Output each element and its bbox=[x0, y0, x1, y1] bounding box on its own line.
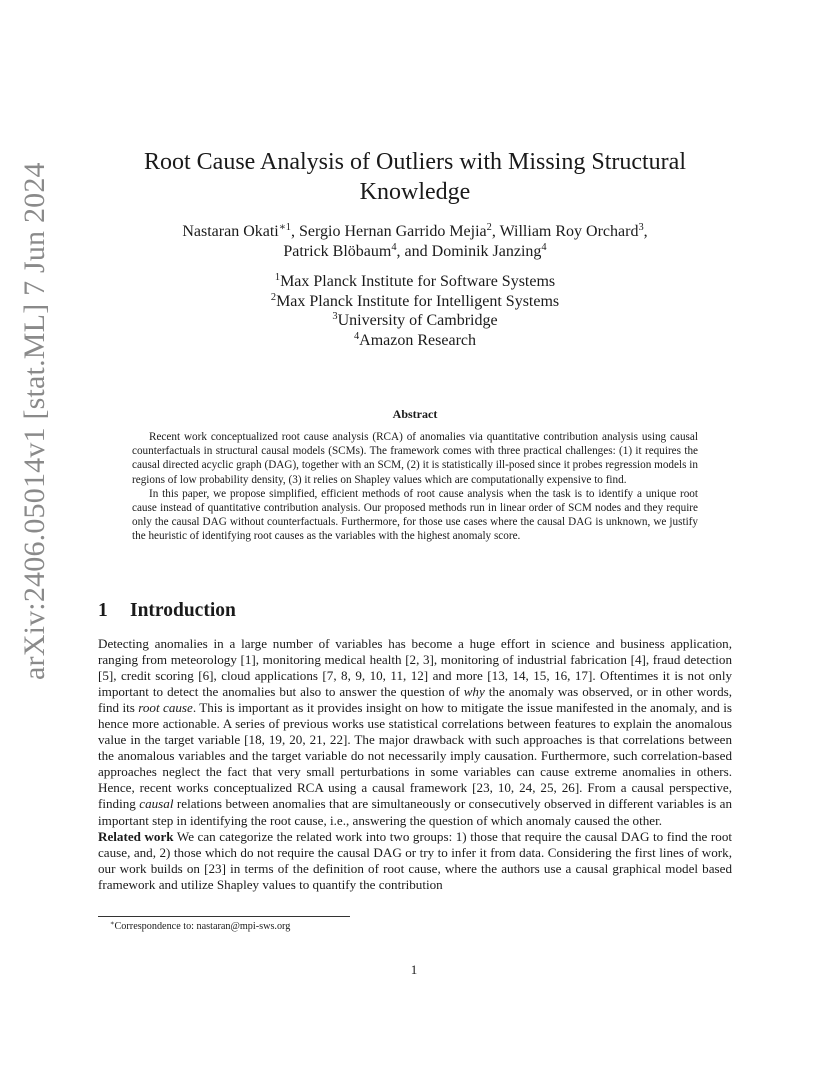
author-affiliation-mark: 2 bbox=[486, 221, 492, 233]
author-affiliation-mark: ∗1 bbox=[278, 221, 291, 233]
footnote bbox=[110, 921, 290, 932]
section-heading bbox=[98, 600, 236, 622]
emphasis-text: causal bbox=[139, 796, 174, 812]
intro-text: We can categorize the related work into two groups: 1) those that require the causal DAG to find the root cause, and, 2) those which do not require the causal DAG or try to infer it from data. Considering the first lines of work, our work builds on [23] in terms of the definition of root cause, where the authors use a causal graphical model based framework and utilize Shapley values to quantify the contribution bbox=[98, 828, 732, 892]
intro-text: relations between anomalies that are simultaneously or consecutively observed in different variables is an important step in identifying the root cause, i.e., answering the question of which anomaly caused the other. bbox=[98, 796, 732, 828]
affiliation-name: Amazon Research bbox=[359, 331, 477, 349]
abstract-paragraph: Recent work conceptualized root cause analysis (RCA) of anomalies via quantitative contribution analysis using causal counterfactuals in structural causal models (SCMs). The framework comes with three practical challenges: (1) it requires the causal directed acyclic graph (DAG), together with an SCM, (2) it is statistically ill-posed since it probes regression models in regions of low probability density, (3) it relies on Shapley values which are computationally expensive to find. bbox=[132, 431, 698, 486]
affiliation-mark: 4 bbox=[353, 330, 360, 342]
affiliation bbox=[100, 292, 730, 312]
author-affiliation-mark: 4 bbox=[541, 241, 547, 253]
author-name: Nastaran Okati bbox=[182, 223, 279, 240]
affiliation bbox=[100, 311, 730, 331]
author-affiliation-mark: 3 bbox=[638, 221, 644, 233]
affiliation bbox=[100, 272, 730, 292]
abstract-body bbox=[132, 430, 698, 544]
intro-text: . This is important as it provides insight on how to mitigate the issue manifested in the anomaly, and is hence more actionable. A series of previous works use statistical correlations between features to explain the anomalous value in the target variable [18, 19, 20, 21, 22]. The major drawback with such approaches is that correlations between the anomalous variables and the target variable do not necessarily imply causation. Furthermore, such correlation-based approaches neglect the fact that very small perturbations in some variables can cause extreme anomalies in others. Hence, recent works conceptualized RCA using a causal framework [23, 10, 24, 25, 26]. From a causal perspective, finding bbox=[98, 700, 732, 812]
intro-text: the anomaly was observed, or in other words, find its bbox=[98, 684, 732, 716]
intro-text: Detecting anomalies in a large number of variables has become a huge effort in science and business application, ranging from meteorology [1], monitoring medical health [2, 3], monitoring of industrial fabrication [4], fraud detection [5], credit scoring [6], cloud applications [7, 8, 9, 10, 11, 12] and more [13, 14, 15, 16, 17]. Oftentimes it is not only important to detect the anomalies but also to answer the question of bbox=[98, 636, 732, 700]
section-number: 1 bbox=[98, 600, 108, 621]
author-separator: , bbox=[491, 223, 500, 240]
affiliation-mark: 3 bbox=[332, 310, 338, 322]
affiliation-mark: 1 bbox=[274, 271, 281, 283]
introduction-body bbox=[98, 636, 732, 893]
emphasis-text: root cause bbox=[138, 700, 193, 716]
affiliation-list bbox=[100, 272, 730, 350]
affiliation-mark: 2 bbox=[270, 291, 277, 303]
affiliation-name: Max Planck Institute for Intelligent Systems bbox=[276, 292, 560, 310]
emphasis-text: why bbox=[463, 684, 485, 700]
footnote-divider bbox=[98, 916, 350, 917]
page-number: 1 bbox=[410, 962, 418, 977]
paper-title: Root Cause Analysis of Outliers with Missing Structural Knowledge bbox=[144, 149, 686, 205]
abstract-heading: Abstract bbox=[392, 407, 438, 421]
author-name: William Roy Orchard bbox=[499, 223, 639, 240]
intro-paragraph bbox=[98, 636, 732, 829]
arxiv-identifier: arXiv:2406.05014v1 [stat.ML] 7 Jun 2024 bbox=[18, 162, 51, 680]
affiliation-name: Max Planck Institute for Software Systems bbox=[280, 273, 556, 290]
author-affiliation-mark: 4 bbox=[391, 241, 397, 253]
author-separator: , and bbox=[396, 243, 432, 260]
author-separator: , bbox=[291, 223, 299, 240]
author-name: Patrick Blöbaum bbox=[283, 243, 392, 260]
author-name: Sergio Hernan Garrido Mejia bbox=[299, 223, 487, 240]
affiliation-name: University of Cambridge bbox=[337, 312, 498, 329]
section-title: Introduction bbox=[130, 600, 236, 621]
footnote-mark: ∗ bbox=[110, 920, 115, 928]
footnote-text: Correspondence to: nastaran@mpi-sws.org bbox=[114, 921, 291, 932]
author-name: Dominik Janzing bbox=[431, 243, 542, 260]
abstract-paragraph: In this paper, we propose simplified, efficient methods of root cause analysis when the task is to identify a unique root cause instead of quantitative contribution analysis. Our proposed methods run in linear order of SCM nodes and they require only the causal DAG without counterfactuals. Furthermore, for those use cases where the causal DAG is unknown, we justify the heuristic of identifying root causes as the variables with the highest anomaly score. bbox=[132, 487, 698, 543]
author-separator: , bbox=[643, 223, 648, 240]
affiliation bbox=[100, 331, 730, 351]
paragraph-label: Related work bbox=[98, 828, 174, 844]
author-list bbox=[100, 222, 730, 262]
related-work-paragraph bbox=[98, 829, 732, 893]
